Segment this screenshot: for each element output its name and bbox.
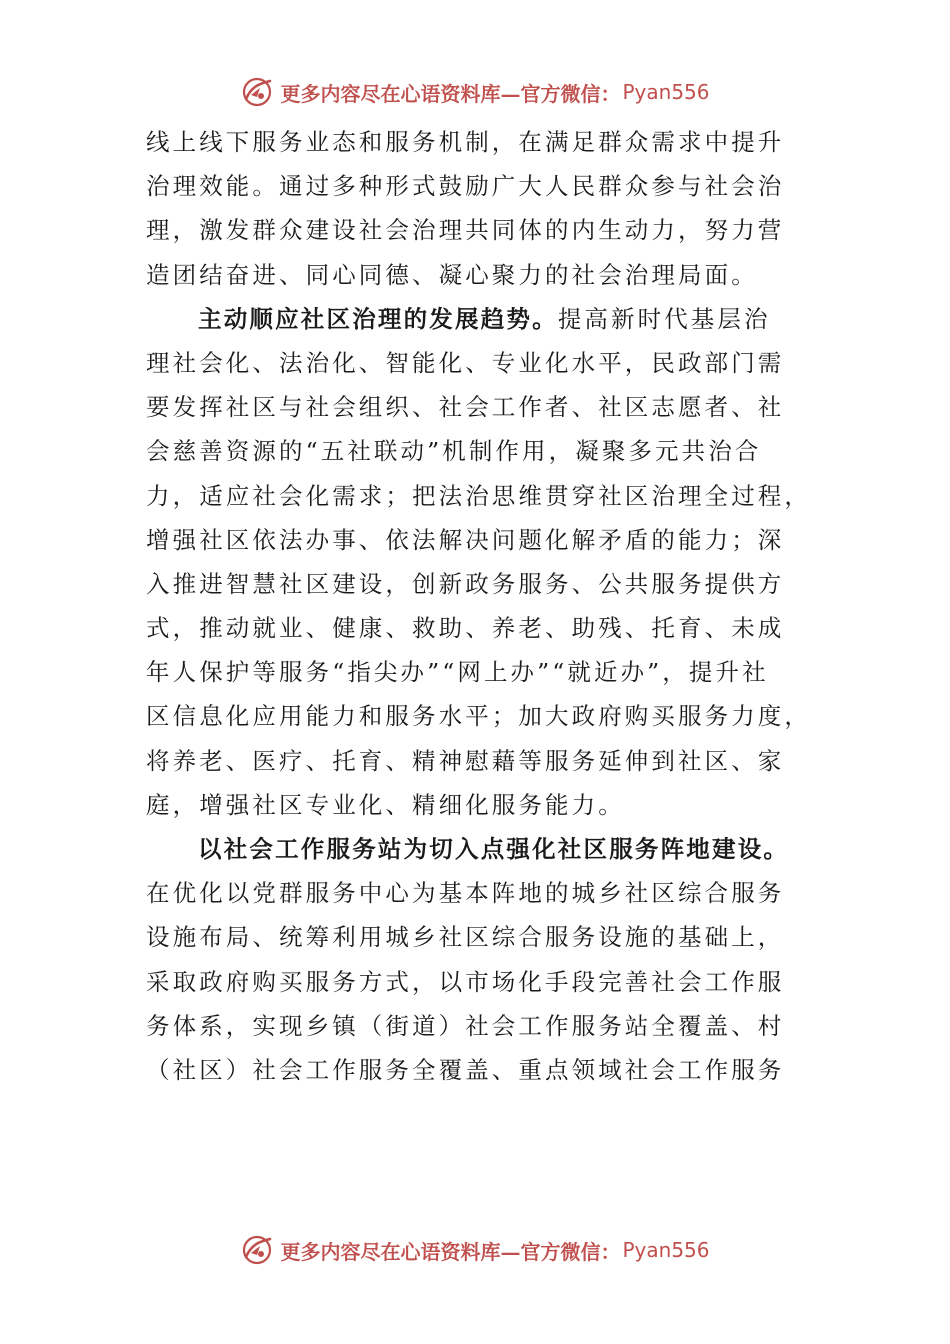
text-line-rest: 提高新时代基层治	[557, 304, 771, 333]
text-line: 在优化以党群服务中心为基本阵地的城乡社区综合服务	[146, 879, 785, 908]
text-line: 理社会化、法治化、智能化、专业化水平，民政部门需	[146, 348, 785, 377]
text-line: 造团结奋进、同心同德、凝心聚力的社会治理局面。	[146, 260, 758, 289]
text-line: 务体系，实现乡镇（街道）社会工作服务站全覆盖、村	[146, 1011, 785, 1040]
text-line: 线上线下服务业态和服务机制，在满足群众需求中提升	[146, 128, 785, 156]
text-line	[146, 297, 808, 341]
text-line: 区信息化应用能力和服务水平；加大政府购买服务力度，	[146, 702, 811, 731]
paragraph-2	[146, 297, 811, 827]
seal-logo-icon	[240, 75, 274, 109]
watermark-text: 更多内容尽在心语资料库—官方微信：	[280, 81, 621, 106]
text-line: 要发挥社区与社会组织、社会工作者、社区志愿者、社	[146, 393, 785, 422]
paragraph-1	[146, 120, 808, 297]
paragraph-heading: 主动顺应社区治理的发展趋势。	[198, 304, 558, 333]
text-line: 增强社区依法办事、依法解决问题化解矛盾的能力；深	[146, 525, 785, 554]
watermark-wechat-id: Pyan556	[622, 1238, 710, 1262]
text-line: 入推进智慧社区建设，创新政务服务、公共服务提供方	[146, 569, 785, 598]
text-line: 式，推动就业、健康、救助、养老、助残、托育、未成	[146, 614, 785, 643]
footer-watermark	[0, 1228, 950, 1272]
text-line: （社区）社会工作服务全覆盖、重点领域社会工作服务	[146, 1055, 785, 1084]
text-line: 将养老、医疗、托育、精神慰藉等服务延伸到社区、家	[146, 746, 785, 775]
seal-logo-icon	[240, 1233, 274, 1267]
text-line: 设施布局、统筹利用城乡社区综合服务设施的基础上，	[146, 923, 785, 952]
document-body	[146, 120, 811, 1092]
text-line: 年人保护等服务“指尖办”“网上办”“就近办”，提升社	[146, 658, 769, 687]
text-line: 理，激发群众建设社会治理共同体的内生动力，努力营	[146, 216, 785, 245]
text-line: 力，适应社会化需求；把法治思维贯穿社区治理全过程，	[146, 481, 811, 510]
text-line: 采取政府购买服务方式，以市场化手段完善社会工作服	[146, 967, 785, 996]
text-line: 庭，增强社区专业化、精细化服务能力。	[146, 790, 625, 819]
watermark-text: 更多内容尽在心语资料库—官方微信：	[280, 1239, 621, 1264]
text-line: 治理效能。通过多种形式鼓励广大人民群众参与社会治	[146, 172, 785, 201]
text-line: 会慈善资源的“五社联动”机制作用，凝聚多元共治合	[146, 437, 762, 466]
paragraph-heading: 以社会工作服务站为切入点强化社区服务阵地建设。	[198, 835, 790, 863]
watermark-wechat-id: Pyan556	[622, 80, 710, 104]
text-line	[146, 827, 808, 871]
header-watermark	[0, 70, 950, 114]
paragraph-3	[146, 827, 808, 1092]
